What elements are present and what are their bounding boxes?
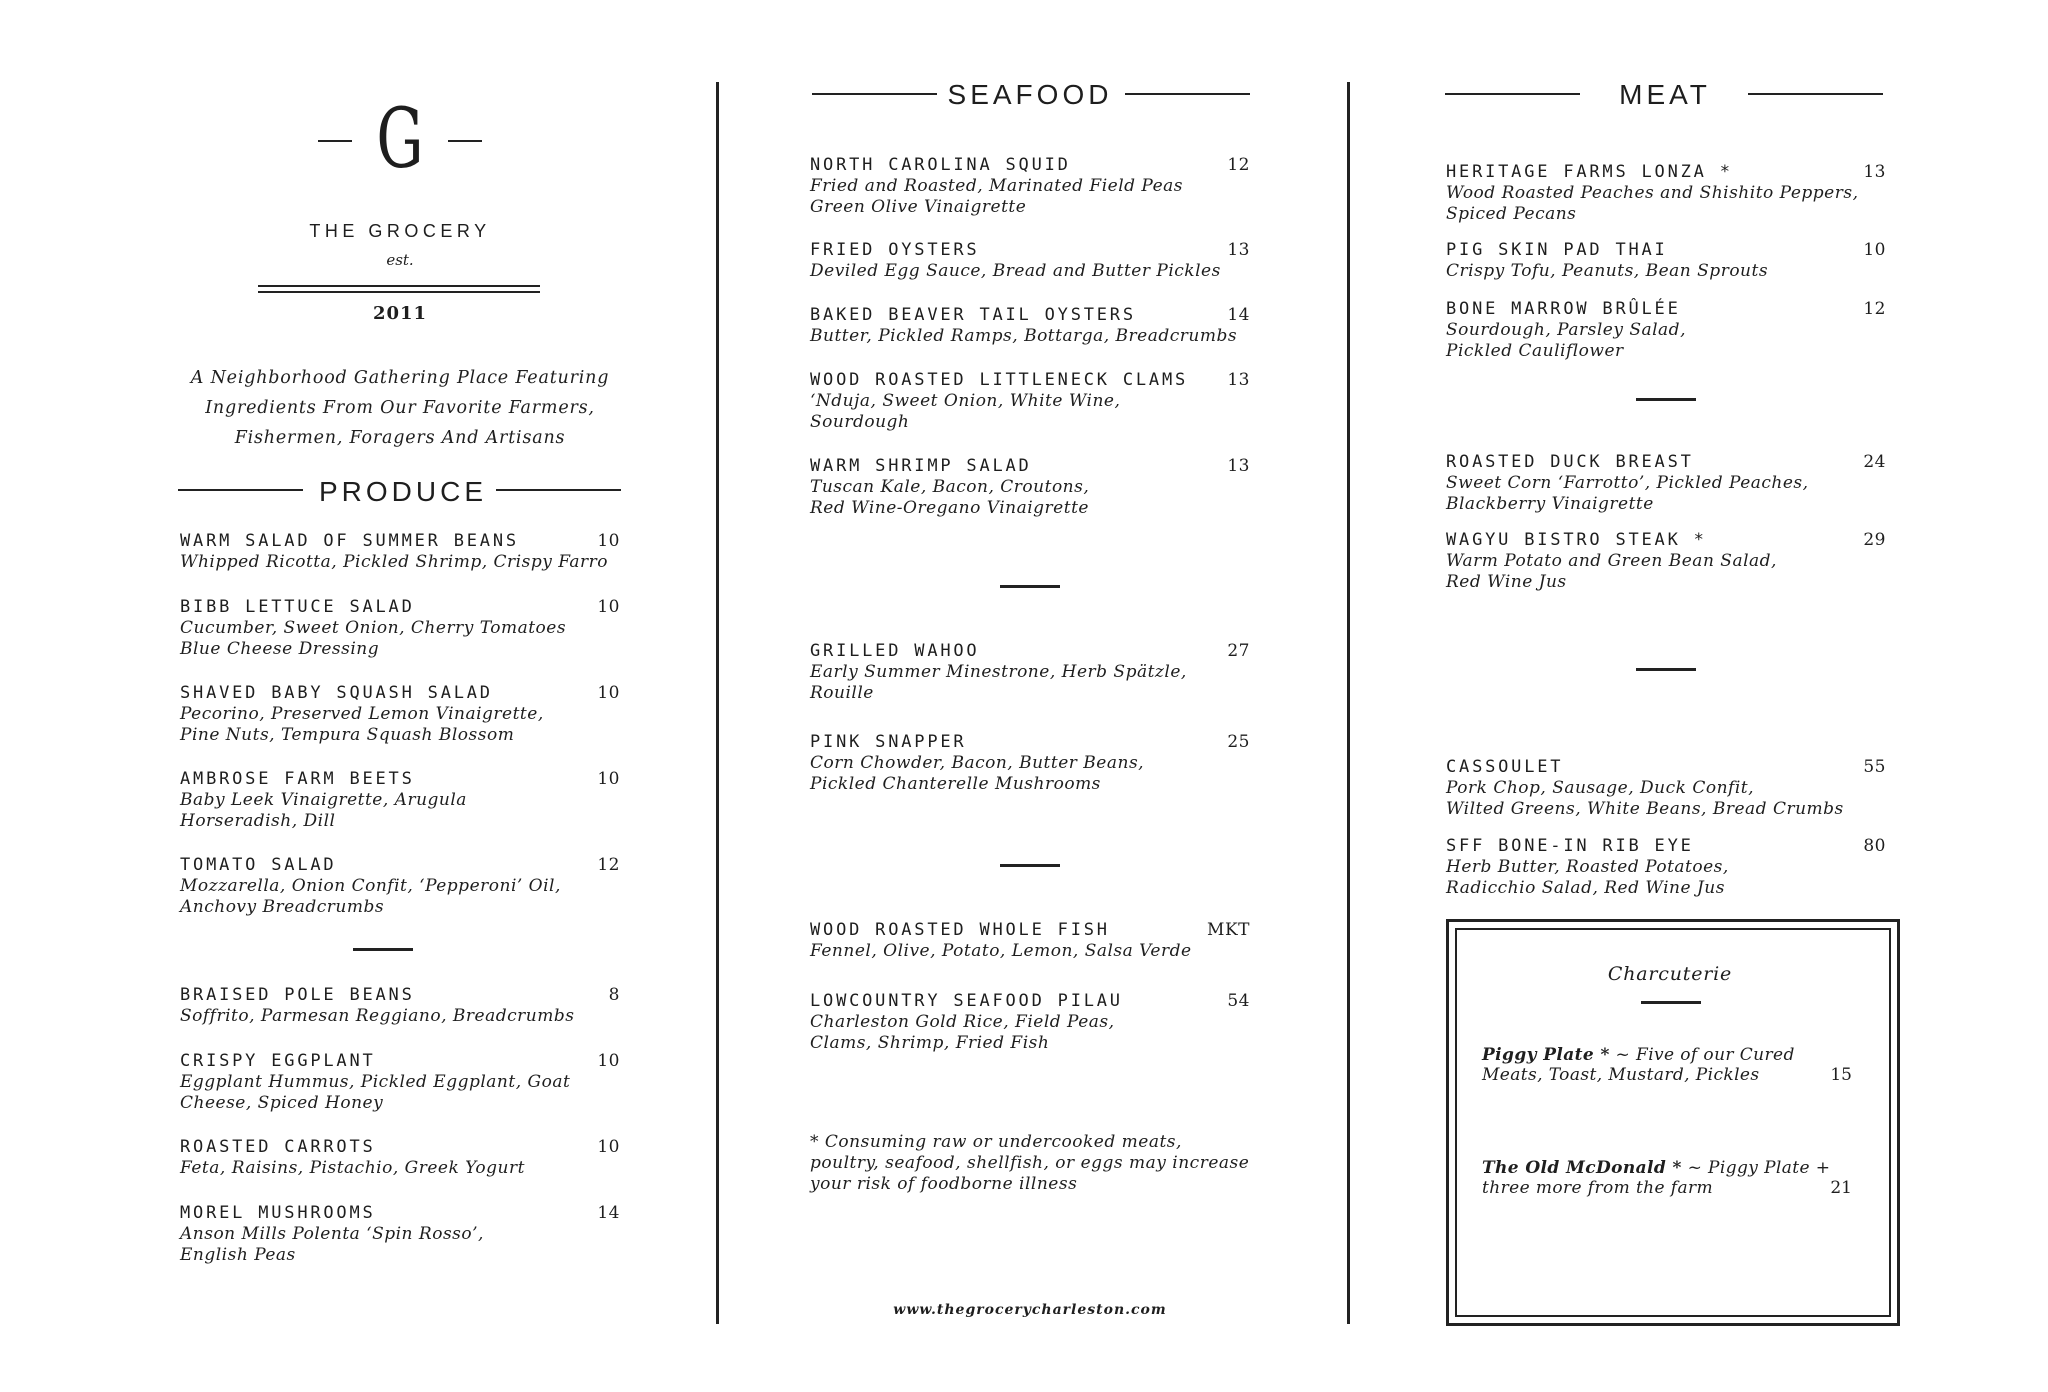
item-price: 10	[597, 1051, 620, 1071]
item-price: 10	[597, 531, 620, 551]
item-description: Deviled Egg Sauce, Bread and Butter Pickles	[810, 261, 1221, 281]
item-price: 24	[1863, 452, 1886, 472]
item-price: 12	[1863, 299, 1886, 319]
item-price: MKT	[1207, 920, 1250, 940]
item-description: Tuscan Kale, Bacon, Croutons, Red Wine-Oregano Vinaigrette	[810, 477, 1090, 518]
item-name: ROASTED CARROTS	[180, 1137, 376, 1157]
menu-item	[1446, 757, 1886, 820]
seafood-title-rule-right	[1125, 93, 1250, 95]
item-price: 13	[1863, 162, 1886, 182]
charcuterie-item	[1482, 1045, 1852, 1085]
item-name: AMBROSE FARM BEETS	[180, 769, 415, 789]
item-name: WOOD ROASTED WHOLE FISH	[810, 920, 1110, 940]
item-description: Eggplant Hummus, Pickled Eggplant, Goat Cheese, Spiced Honey	[180, 1072, 571, 1113]
charcuterie-item-price: 15	[1830, 1065, 1852, 1085]
item-name: MOREL MUSHROOMS	[180, 1203, 376, 1223]
column-divider-left	[716, 82, 719, 1324]
item-name: BRAISED POLE BEANS	[180, 985, 415, 1005]
item-name: PIG SKIN PAD THAI	[1446, 240, 1668, 260]
meat-title: MEAT	[1619, 79, 1711, 110]
item-price: 14	[597, 1203, 620, 1223]
item-description: Mozzarella, Onion Confit, ‘Pepperoni’ Oil, Anchovy Breadcrumbs	[180, 876, 561, 917]
established-year: 2011	[372, 303, 428, 324]
seafood-title-rule-left	[812, 93, 937, 95]
item-name: WOOD ROASTED LITTLENECK CLAMS	[810, 370, 1189, 390]
produce-divider	[353, 948, 413, 951]
item-description: Fried and Roasted, Marinated Field Peas Green Olive Vinaigrette	[810, 176, 1184, 217]
item-name: ROASTED DUCK BREAST	[1446, 452, 1694, 472]
item-name: NORTH CAROLINA SQUID	[810, 155, 1071, 175]
charcuterie-item	[1482, 1158, 1852, 1198]
menu-item	[810, 641, 1250, 704]
item-price: 13	[1227, 456, 1250, 476]
menu-item	[810, 240, 1250, 282]
item-price: 10	[597, 683, 620, 703]
item-name: WAGYU BISTRO STEAK *	[1446, 530, 1707, 550]
item-description: Whipped Ricotta, Pickled Shrimp, Crispy Farro	[180, 552, 608, 572]
item-description: Herb Butter, Roasted Potatoes, Radicchio Salad, Red Wine Jus	[1446, 857, 1729, 898]
menu-item	[810, 370, 1250, 433]
menu-item	[810, 456, 1250, 519]
item-name: BIBB LETTUCE SALAD	[180, 597, 415, 617]
item-name: FRIED OYSTERS	[810, 240, 980, 260]
item-description: Feta, Raisins, Pistachio, Greek Yogurt	[180, 1158, 525, 1178]
menu-item	[180, 985, 620, 1027]
website-link[interactable]: www.thegrocerycharleston.com	[893, 1302, 1167, 1318]
produce-title-rule-left	[178, 489, 303, 491]
menu-item	[810, 732, 1250, 795]
menu-item	[1446, 530, 1886, 593]
brand-double-rule-top	[258, 285, 540, 287]
item-price: 8	[608, 985, 620, 1005]
logo-letter: G	[376, 92, 424, 187]
charcuterie-item-description: ~ Five of our Cured Meats, Toast, Mustard, Pickles	[1482, 1045, 1795, 1085]
item-description: Sourdough, Parsley Salad, Pickled Cauliflower	[1446, 320, 1686, 361]
item-price: 10	[597, 1137, 620, 1157]
menu-item	[810, 991, 1250, 1054]
item-price: 14	[1227, 305, 1250, 325]
item-description: Corn Chowder, Bacon, Butter Beans, Pickled Chanterelle Mushrooms	[810, 753, 1145, 794]
menu-item	[810, 155, 1250, 218]
meat-title-rule-left	[1445, 93, 1580, 95]
item-price: 54	[1227, 991, 1250, 1011]
charcuterie-divider	[1641, 1001, 1701, 1004]
logo-right-dash	[448, 140, 482, 142]
menu-item	[180, 683, 620, 746]
item-price: 27	[1227, 641, 1250, 661]
item-description: Pork Chop, Sausage, Duck Confit, Wilted Greens, White Beans, Bread Crumbs	[1446, 778, 1844, 819]
item-name: TOMATO SALAD	[180, 855, 337, 875]
menu-item	[1446, 299, 1886, 362]
item-description: Fennel, Olive, Potato, Lemon, Salsa Verde	[810, 941, 1192, 961]
menu-item	[1446, 240, 1886, 282]
item-price: 13	[1227, 240, 1250, 260]
item-price: 12	[1227, 155, 1250, 175]
meat-title-rule-right	[1748, 93, 1883, 95]
brand-double-rule-bottom	[258, 291, 540, 293]
menu-item	[180, 1203, 620, 1266]
menu-item	[180, 1051, 620, 1114]
meat-divider-1	[1636, 398, 1696, 401]
item-name: BONE MARROW BRÛLÉE	[1446, 299, 1681, 319]
item-price: 10	[597, 769, 620, 789]
menu-item	[1446, 836, 1886, 899]
item-description: Butter, Pickled Ramps, Bottarga, Breadcrumbs	[810, 326, 1238, 346]
item-price: 80	[1863, 836, 1886, 856]
item-description: Warm Potato and Green Bean Salad, Red Wine Jus	[1446, 551, 1777, 592]
menu-item	[810, 920, 1250, 962]
column-divider-right	[1347, 82, 1350, 1324]
item-description: Sweet Corn ‘Farrotto’, Pickled Peaches, Blackberry Vinaigrette	[1446, 473, 1809, 514]
est-label: est.	[386, 251, 414, 269]
item-name: CRISPY EGGPLANT	[180, 1051, 376, 1071]
item-price: 25	[1227, 732, 1250, 752]
item-description: Wood Roasted Peaches and Shishito Peppers, Spiced Pecans	[1446, 183, 1859, 224]
tagline: A Neighborhood Gathering Place Featuring Ingredients From Our Favorite Farmers, Fishermen, Foragers And Artisans	[190, 368, 610, 448]
item-description: Charleston Gold Rice, Field Peas, Clams, Shrimp, Fried Fish	[810, 1012, 1115, 1053]
menu-item	[180, 1137, 620, 1179]
seafood-title: SEAFOOD	[947, 79, 1113, 110]
charcuterie-item-name: The Old McDonald *	[1482, 1158, 1682, 1178]
restaurant-name: THE GROCERY	[309, 221, 491, 241]
item-description: ‘Nduja, Sweet Onion, White Wine, Sourdough	[810, 391, 1121, 432]
item-price: 55	[1863, 757, 1886, 777]
item-name: WARM SALAD OF SUMMER BEANS	[180, 531, 519, 551]
item-name: WARM SHRIMP SALAD	[810, 456, 1032, 476]
item-description: Crispy Tofu, Peanuts, Bean Sprouts	[1446, 261, 1769, 281]
item-description: Baby Leek Vinaigrette, Arugula Horseradish, Dill	[180, 790, 467, 831]
menu-item	[180, 531, 620, 573]
item-name: LOWCOUNTRY SEAFOOD PILAU	[810, 991, 1123, 1011]
item-name: BAKED BEAVER TAIL OYSTERS	[810, 305, 1136, 325]
seafood-divider-2	[1000, 864, 1060, 867]
item-description: Cucumber, Sweet Onion, Cherry Tomatoes Blue Cheese Dressing	[180, 618, 567, 659]
charcuterie-item-price: 21	[1830, 1178, 1852, 1198]
item-name: SHAVED BABY SQUASH SALAD	[180, 683, 493, 703]
item-price: 13	[1227, 370, 1250, 390]
item-name: GRILLED WAHOO	[810, 641, 980, 661]
item-price: 10	[1863, 240, 1886, 260]
item-description: Anson Mills Polenta ‘Spin Rosso’, English Peas	[180, 1224, 484, 1265]
menu-item	[180, 597, 620, 660]
menu-item	[810, 305, 1250, 347]
item-price: 29	[1863, 530, 1886, 550]
seafood-divider-1	[1000, 585, 1060, 588]
menu-item	[180, 769, 620, 832]
produce-title: PRODUCE	[318, 476, 487, 507]
raw-food-disclaimer: * Consuming raw or undercooked meats, poultry, seafood, shellfish, or eggs may increase your risk of foodborne illness	[810, 1132, 1250, 1194]
item-description: Soffrito, Parmesan Reggiano, Breadcrumbs	[180, 1006, 575, 1026]
item-name: HERITAGE FARMS LONZA *	[1446, 162, 1733, 182]
menu-item	[180, 855, 620, 918]
menu-item	[1446, 452, 1886, 515]
item-description: Early Summer Minestrone, Herb Spätzle, Rouille	[810, 662, 1187, 703]
logo-left-dash	[318, 140, 352, 142]
item-name: CASSOULET	[1446, 757, 1564, 777]
menu-item	[1446, 162, 1886, 225]
charcuterie-box-inner	[1455, 928, 1891, 1317]
item-name: SFF BONE-IN RIB EYE	[1446, 836, 1694, 856]
item-name: PINK SNAPPER	[810, 732, 967, 752]
item-price: 10	[597, 597, 620, 617]
item-description: Pecorino, Preserved Lemon Vinaigrette, Pine Nuts, Tempura Squash Blossom	[180, 704, 544, 745]
item-price: 12	[597, 855, 620, 875]
charcuterie-title: Charcuterie	[1607, 963, 1733, 985]
produce-title-rule-right	[496, 489, 621, 491]
meat-divider-2	[1636, 668, 1696, 671]
charcuterie-item-description: ~ Piggy Plate + three more from the farm	[1482, 1158, 1831, 1198]
charcuterie-item-name: Piggy Plate *	[1482, 1045, 1610, 1065]
